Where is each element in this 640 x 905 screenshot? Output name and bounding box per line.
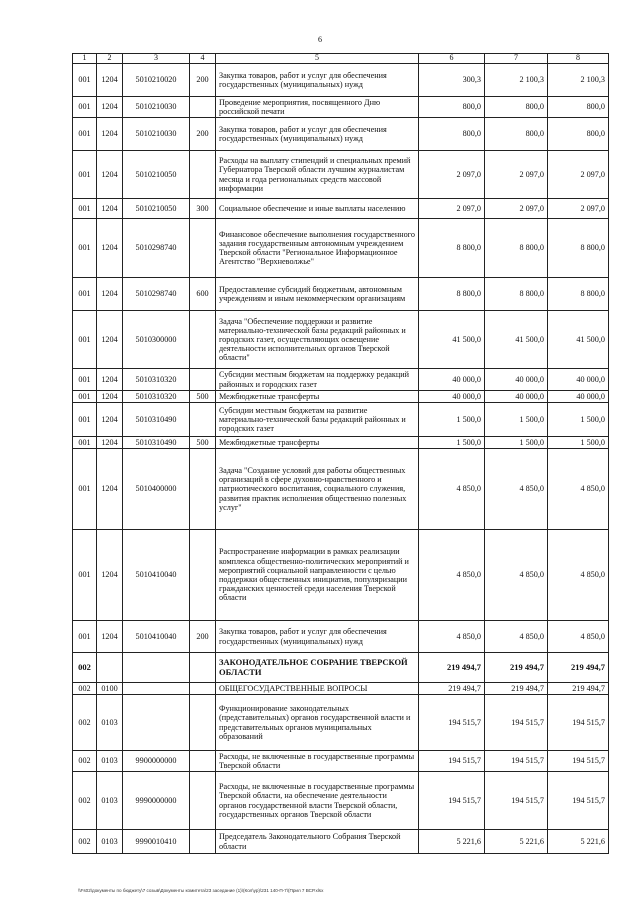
section-code-cell: 0103: [97, 830, 123, 854]
table-row: [73, 391, 609, 403]
target-article-cell: 5010310490: [123, 403, 190, 437]
target-article-cell: 9990000000: [123, 772, 190, 830]
amount-col8-cell: 40 000,0: [548, 369, 609, 391]
amount-col8-cell: 800,0: [548, 97, 609, 118]
admin-code-cell: 001: [73, 311, 97, 369]
amount-col8-cell: 194 515,7: [548, 695, 609, 751]
amount-col8-cell: 800,0: [548, 118, 609, 151]
column-number-row: [73, 54, 609, 64]
target-article-cell: 5010210050: [123, 151, 190, 199]
section-code-cell: 0103: [97, 751, 123, 772]
amount-col7-cell: 2 097,0: [485, 199, 548, 219]
expense-type-cell: [190, 311, 216, 369]
admin-code-cell: 002: [73, 772, 97, 830]
expense-type-cell: [190, 369, 216, 391]
table-row: [73, 199, 609, 219]
description-cell: Межбюджетные трансферты: [216, 391, 419, 403]
amount-col6-cell: 800,0: [419, 118, 485, 151]
expense-type-cell: [190, 449, 216, 530]
expense-type-cell: [190, 530, 216, 621]
description-cell: Расходы, не включенные в государственные программы Тверской области: [216, 751, 419, 772]
table-row: [73, 830, 609, 854]
admin-code-cell: 001: [73, 64, 97, 97]
table-row: [73, 621, 609, 653]
page-number: 6: [318, 35, 322, 44]
expense-type-cell: 500: [190, 437, 216, 449]
table-row: [73, 97, 609, 118]
table-row: [73, 118, 609, 151]
column-number: 1: [73, 54, 97, 64]
section-code-cell: 1204: [97, 391, 123, 403]
target-article-cell: [123, 653, 190, 683]
amount-col8-cell: 40 000,0: [548, 391, 609, 403]
amount-col7-cell: 2 100,3: [485, 64, 548, 97]
target-article-cell: 5010410040: [123, 621, 190, 653]
table-row: [73, 403, 609, 437]
expense-type-cell: [190, 151, 216, 199]
target-article-cell: 5010298740: [123, 278, 190, 311]
target-article-cell: 5010210050: [123, 199, 190, 219]
amount-col8-cell: 219 494,7: [548, 683, 609, 695]
amount-col7-cell: 219 494,7: [485, 653, 548, 683]
table-row: [73, 695, 609, 751]
table-row: [73, 219, 609, 278]
target-article-cell: [123, 695, 190, 751]
amount-col8-cell: 2 097,0: [548, 199, 609, 219]
column-number: 8: [548, 54, 609, 64]
section-code-cell: 0103: [97, 772, 123, 830]
description-cell: Функционирование законодательных (представительных) органов государственной власти и представительных органов муниципальных образований: [216, 695, 419, 751]
amount-col8-cell: 2 100,3: [548, 64, 609, 97]
admin-code-cell: 001: [73, 449, 97, 530]
section-code-cell: 1204: [97, 64, 123, 97]
amount-col7-cell: 4 850,0: [485, 449, 548, 530]
amount-col8-cell: 194 515,7: [548, 751, 609, 772]
section-code-cell: 1204: [97, 278, 123, 311]
amount-col6-cell: 1 500,0: [419, 403, 485, 437]
amount-col7-cell: 2 097,0: [485, 151, 548, 199]
amount-col6-cell: 5 221,6: [419, 830, 485, 854]
expense-type-cell: [190, 219, 216, 278]
target-article-cell: 9990010410: [123, 830, 190, 854]
amount-col7-cell: 194 515,7: [485, 751, 548, 772]
target-article-cell: 5010210030: [123, 118, 190, 151]
column-number: 5: [216, 54, 419, 64]
amount-col6-cell: 4 850,0: [419, 449, 485, 530]
section-code-cell: 1204: [97, 621, 123, 653]
amount-col8-cell: 5 221,6: [548, 830, 609, 854]
expense-type-cell: 200: [190, 64, 216, 97]
expense-type-cell: 500: [190, 391, 216, 403]
amount-col6-cell: 4 850,0: [419, 621, 485, 653]
amount-col7-cell: 1 500,0: [485, 403, 548, 437]
amount-col6-cell: 194 515,7: [419, 772, 485, 830]
description-cell: Субсидии местным бюджетам на поддержку редакций районных и городских газет: [216, 369, 419, 391]
admin-code-cell: 002: [73, 830, 97, 854]
amount-col7-cell: 800,0: [485, 118, 548, 151]
expense-type-cell: 200: [190, 621, 216, 653]
description-cell: Председатель Законодательного Собрания Тверской области: [216, 830, 419, 854]
section-code-cell: 1204: [97, 118, 123, 151]
expense-type-cell: 300: [190, 199, 216, 219]
amount-col8-cell: 4 850,0: [548, 621, 609, 653]
amount-col6-cell: 41 500,0: [419, 311, 485, 369]
section-code-cell: 1204: [97, 151, 123, 199]
budget-table: [72, 53, 609, 854]
expense-type-cell: 200: [190, 118, 216, 151]
amount-col7-cell: 4 850,0: [485, 530, 548, 621]
target-article-cell: [123, 683, 190, 695]
admin-code-cell: 002: [73, 695, 97, 751]
description-cell: Закупка товаров, работ и услуг для обеспечения государственных (муниципальных) нужд: [216, 118, 419, 151]
admin-code-cell: 002: [73, 751, 97, 772]
target-article-cell: 5010400000: [123, 449, 190, 530]
amount-col8-cell: 194 515,7: [548, 772, 609, 830]
expense-type-cell: [190, 97, 216, 118]
expense-type-cell: [190, 695, 216, 751]
column-number: 6: [419, 54, 485, 64]
description-cell: Межбюджетные трансферты: [216, 437, 419, 449]
admin-code-cell: 001: [73, 219, 97, 278]
section-code-cell: 0100: [97, 683, 123, 695]
section-code-cell: 1204: [97, 219, 123, 278]
admin-code-cell: 001: [73, 391, 97, 403]
amount-col6-cell: 800,0: [419, 97, 485, 118]
target-article-cell: 5010210030: [123, 97, 190, 118]
amount-col7-cell: 8 800,0: [485, 219, 548, 278]
target-article-cell: 9900000000: [123, 751, 190, 772]
amount-col6-cell: 40 000,0: [419, 369, 485, 391]
amount-col6-cell: 8 800,0: [419, 278, 485, 311]
table-row: [73, 653, 609, 683]
description-cell: Задача "Обеспечение поддержки и развитие материально-технической базы редакций районных и городских газет, осуществляющих освещение деятельности исполнительных органов Тверской области": [216, 311, 419, 369]
target-article-cell: 5010300000: [123, 311, 190, 369]
amount-col8-cell: 1 500,0: [548, 437, 609, 449]
section-code-cell: 1204: [97, 199, 123, 219]
admin-code-cell: 001: [73, 118, 97, 151]
admin-code-cell: 001: [73, 369, 97, 391]
admin-code-cell: 001: [73, 403, 97, 437]
description-cell: Предоставление субсидий бюджетным, автономным учреждениям и иным некоммерческим организациям: [216, 278, 419, 311]
amount-col7-cell: 8 800,0: [485, 278, 548, 311]
amount-col8-cell: 8 800,0: [548, 278, 609, 311]
table-row: [73, 64, 609, 97]
admin-code-cell: 001: [73, 621, 97, 653]
target-article-cell: 5010298740: [123, 219, 190, 278]
section-code-cell: 1204: [97, 97, 123, 118]
table-row: [73, 369, 609, 391]
description-cell: Задача "Создание условий для работы общественных организаций в сфере духовно-нравственного и патриотического воспитания, социального служения, развития практик исполнения общественно полезных услуг": [216, 449, 419, 530]
admin-code-cell: 001: [73, 278, 97, 311]
table-row: [73, 449, 609, 530]
section-code-cell: 1204: [97, 530, 123, 621]
table-row: [73, 683, 609, 695]
target-article-cell: 5010410040: [123, 530, 190, 621]
description-cell: Закупка товаров, работ и услуг для обеспечения государственных (муниципальных) нужд: [216, 64, 419, 97]
expense-type-cell: [190, 683, 216, 695]
amount-col6-cell: 1 500,0: [419, 437, 485, 449]
amount-col7-cell: 219 494,7: [485, 683, 548, 695]
description-cell: Расходы на выплату стипендий и специальных премий Губернатора Тверской области лучшим журналистам месяца и года региональных средств массовой информации: [216, 151, 419, 199]
table-row: [73, 530, 609, 621]
description-cell: Субсидии местным бюджетам на развитие материально-технической базы редакций районных и городских газет: [216, 403, 419, 437]
expense-type-cell: 600: [190, 278, 216, 311]
column-number: 4: [190, 54, 216, 64]
description-cell: Проведение мероприятия, посвященного Дню российской печати: [216, 97, 419, 118]
target-article-cell: 5010310490: [123, 437, 190, 449]
amount-col6-cell: 8 800,0: [419, 219, 485, 278]
table-row: [73, 278, 609, 311]
amount-col6-cell: 194 515,7: [419, 695, 485, 751]
amount-col7-cell: 194 515,7: [485, 695, 548, 751]
amount-col8-cell: 41 500,0: [548, 311, 609, 369]
section-code-cell: 1204: [97, 449, 123, 530]
target-article-cell: 5010310320: [123, 391, 190, 403]
amount-col6-cell: 2 097,0: [419, 199, 485, 219]
amount-col8-cell: 1 500,0: [548, 403, 609, 437]
description-cell: Распространение информации в рамках реализации комплекса общественно-политических мероприятий и мероприятий социальной направленности с целью поддержки общественных инициатив, популяризации гражданских ценностей среди населения Тверской области: [216, 530, 419, 621]
section-code-cell: [97, 653, 123, 683]
section-code-cell: 0103: [97, 695, 123, 751]
amount-col6-cell: 219 494,7: [419, 653, 485, 683]
file-path-footer: \\Fs02\документы по бюджету\7 созыв\Документы комитета\23 заседание (1)\(Кол\ур)\231 140-П-7\(Прил 7 ВСР.xlsx: [78, 888, 324, 893]
table-row: [73, 772, 609, 830]
expense-type-cell: [190, 403, 216, 437]
amount-col7-cell: 194 515,7: [485, 772, 548, 830]
amount-col7-cell: 40 000,0: [485, 391, 548, 403]
table-row: [73, 751, 609, 772]
expense-type-cell: [190, 751, 216, 772]
table-row: [73, 311, 609, 369]
description-cell: Социальное обеспечение и иные выплаты населению: [216, 199, 419, 219]
description-cell: ОБЩЕГОСУДАРСТВЕННЫЕ ВОПРОСЫ: [216, 683, 419, 695]
admin-code-cell: 001: [73, 97, 97, 118]
admin-code-cell: 002: [73, 683, 97, 695]
amount-col6-cell: 300,3: [419, 64, 485, 97]
amount-col7-cell: 1 500,0: [485, 437, 548, 449]
column-number: 2: [97, 54, 123, 64]
amount-col6-cell: 219 494,7: [419, 683, 485, 695]
section-code-cell: 1204: [97, 311, 123, 369]
amount-col8-cell: 4 850,0: [548, 449, 609, 530]
column-number: 3: [123, 54, 190, 64]
amount-col7-cell: 4 850,0: [485, 621, 548, 653]
amount-col6-cell: 2 097,0: [419, 151, 485, 199]
target-article-cell: 5010210020: [123, 64, 190, 97]
admin-code-cell: 001: [73, 530, 97, 621]
amount-col7-cell: 41 500,0: [485, 311, 548, 369]
expense-type-cell: [190, 830, 216, 854]
amount-col8-cell: 2 097,0: [548, 151, 609, 199]
expense-type-cell: [190, 772, 216, 830]
amount-col6-cell: 4 850,0: [419, 530, 485, 621]
amount-col6-cell: 194 515,7: [419, 751, 485, 772]
admin-code-cell: 001: [73, 151, 97, 199]
column-number: 7: [485, 54, 548, 64]
section-code-cell: 1204: [97, 403, 123, 437]
amount-col8-cell: 219 494,7: [548, 653, 609, 683]
table-row: [73, 151, 609, 199]
section-code-cell: 1204: [97, 369, 123, 391]
table-row: [73, 437, 609, 449]
amount-col6-cell: 40 000,0: [419, 391, 485, 403]
description-cell: Закупка товаров, работ и услуг для обеспечения государственных (муниципальных) нужд: [216, 621, 419, 653]
admin-code-cell: 001: [73, 437, 97, 449]
admin-code-cell: 001: [73, 199, 97, 219]
description-cell: Финансовое обеспечение выполнения государственного задания государственным автономным учреждением Тверской области "Региональное Информационное Агентство "Верхневолжье": [216, 219, 419, 278]
admin-code-cell: 002: [73, 653, 97, 683]
description-cell: ЗАКОНОДАТЕЛЬНОЕ СОБРАНИЕ ТВЕРСКОЙ ОБЛАСТИ: [216, 653, 419, 683]
amount-col7-cell: 5 221,6: [485, 830, 548, 854]
section-code-cell: 1204: [97, 437, 123, 449]
description-cell: Расходы, не включенные в государственные программы Тверской области, на обеспечение деятельности органов государственной власти Тверской области, государственных органов Тверской области: [216, 772, 419, 830]
amount-col7-cell: 800,0: [485, 97, 548, 118]
amount-col8-cell: 4 850,0: [548, 530, 609, 621]
expense-type-cell: [190, 653, 216, 683]
amount-col8-cell: 8 800,0: [548, 219, 609, 278]
target-article-cell: 5010310320: [123, 369, 190, 391]
amount-col7-cell: 40 000,0: [485, 369, 548, 391]
